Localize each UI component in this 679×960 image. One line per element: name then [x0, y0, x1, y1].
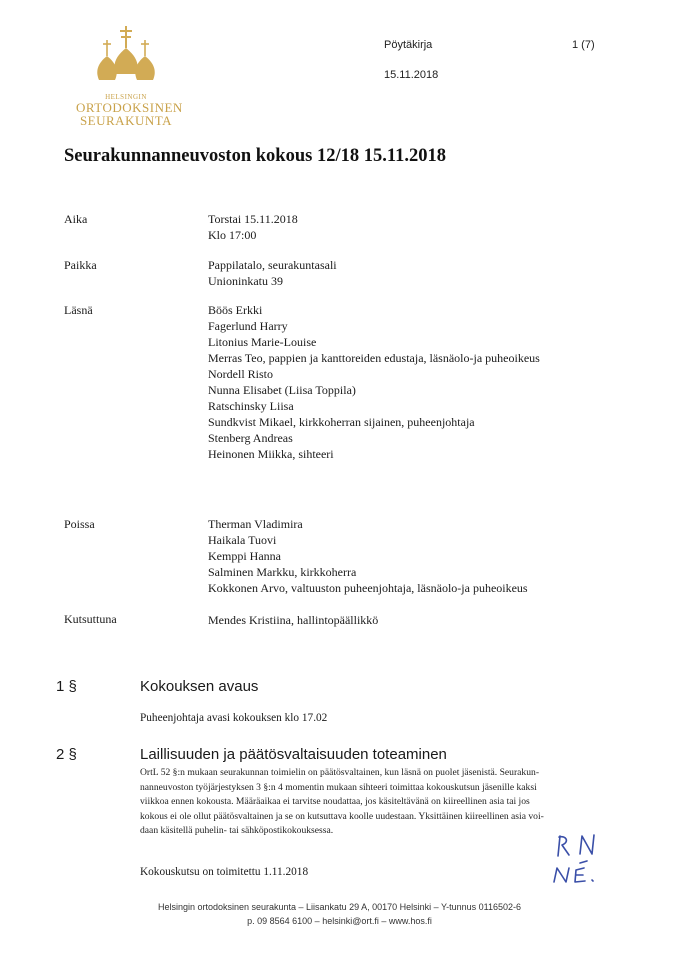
attendee: Nunna Elisabet (Liisa Toppila)	[208, 383, 356, 397]
paikka-line: Unioninkatu 39	[208, 274, 283, 288]
attendee: Fagerlund Harry	[208, 319, 288, 333]
paikka-label: Paikka	[64, 258, 97, 272]
attendee: Litonius Marie-Louise	[208, 335, 317, 349]
section-2-text: Kokouskutsu on toimitettu 1.11.2018	[140, 866, 309, 878]
attendee: Nordell Risto	[208, 367, 273, 381]
absentee: Kemppi Hanna	[208, 549, 281, 563]
section-2-title: Laillisuuden ja päätösvaltaisuuden toteaminen	[140, 746, 447, 763]
body-line: viikkoa ennen kokousta. Määräaikaa ei tarvitse noudattaa, jos käsiteltävänä on kiireellinen asia tai jos	[140, 796, 530, 808]
section-1-title: Kokouksen avaus	[140, 678, 259, 695]
section-2-body	[140, 766, 592, 839]
absentee: Salminen Markku, kirkkoherra	[208, 565, 357, 579]
document-type: Pöytäkirja	[384, 39, 433, 51]
attendee: Stenberg Andreas	[208, 431, 293, 445]
parish-logo	[76, 22, 183, 128]
page-number: 1 (7)	[572, 39, 595, 51]
paikka-line: Pappilatalo, seurakuntasali	[208, 258, 337, 272]
church-domes-icon	[76, 22, 176, 94]
lasna-label: Läsnä	[64, 303, 93, 317]
kutsuttuna-value: Mendes Kristiina, hallintopäällikkö	[208, 613, 379, 627]
body-line: kokous ei ole ollut päätösvaltainen ja se on kutsuttava koolle uudestaan. Yksittäinen kiireellinen asia voi-	[140, 810, 544, 822]
paikka-value	[208, 257, 337, 289]
handwritten-initials	[540, 830, 620, 892]
section-2-number: 2 §	[56, 746, 77, 763]
absentee: Therman Vladimira	[208, 517, 303, 531]
header-date: 15.11.2018	[384, 69, 439, 81]
aika-value	[208, 211, 298, 243]
lasna-list	[208, 302, 540, 462]
attendee: Böös Erkki	[208, 303, 263, 317]
aika-label: Aika	[64, 212, 88, 226]
aika-line: Torstai 15.11.2018	[208, 212, 298, 226]
body-line: daan käsitellä puhelin- tai sähköpostikokouksessa.	[140, 825, 334, 837]
body-line: nanneuvoston työjärjestyksen 3 §:n 4 momentin mukaan sihteeri toimittaa kokouskutsun jäsenille kaksi	[140, 781, 537, 793]
section-1-text: Puheenjohtaja avasi kokouksen klo 17.02	[140, 712, 328, 724]
absentee: Haikala Tuovi	[208, 533, 277, 547]
kutsuttuna-label: Kutsuttuna	[64, 612, 117, 626]
footer-contact: p. 09 8564 6100 – helsinki@ort.fi – www.hos.fi	[247, 916, 432, 926]
logo-text-line1: HELSINGIN	[105, 93, 147, 101]
attendee: Sundkvist Mikael, kirkkoherran sijainen, puheenjohtaja	[208, 415, 475, 429]
attendee: Merras Teo, pappien ja kanttoreiden edustaja, läsnäolo-ja puheoikeus	[208, 351, 540, 365]
section-1-number: 1 §	[56, 678, 77, 695]
body-line: OrtL 52 §:n mukaan seurakunnan toimielin on päätösvaltainen, kun läsnä on puolet jäsenistä. Seurakun-	[140, 767, 540, 778]
page-title: Seurakunnanneuvoston kokous 12/18 15.11.2018	[64, 146, 446, 166]
poissa-list	[208, 516, 528, 596]
logo-text-line2: ORTODOKSINEN	[76, 100, 183, 115]
poissa-label: Poissa	[64, 517, 95, 531]
footer-address: Helsingin ortodoksinen seurakunta – Liisankatu 29 A, 00170 Helsinki – Y-tunnus 0116502-6	[157, 902, 522, 912]
attendee: Ratschinsky Liisa	[208, 399, 294, 413]
absentee: Kokkonen Arvo, valtuuston puheenjohtaja, läsnäolo-ja puheoikeus	[208, 581, 528, 595]
logo-text-line3: SEURAKUNTA	[79, 113, 173, 128]
attendee: Heinonen Miikka, sihteeri	[208, 447, 334, 461]
aika-line: Klo 17:00	[208, 228, 257, 242]
